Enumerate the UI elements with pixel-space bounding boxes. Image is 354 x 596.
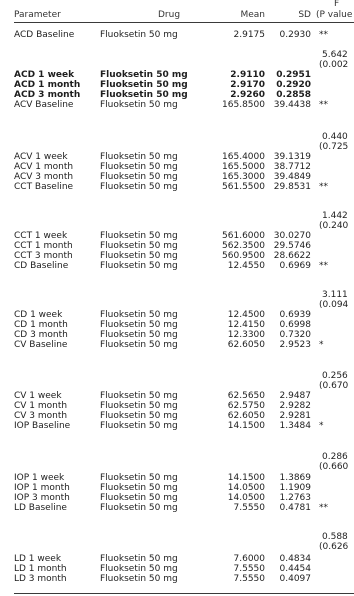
row-parameter: IOP Baseline [14, 421, 71, 431]
row-sd: 2.9282 [279, 401, 311, 411]
row-drug: Fluoksetin 50 mg [100, 310, 178, 320]
row-drug: Fluoksetin 50 mg [100, 320, 178, 330]
row-mean: 14.0500 [227, 493, 265, 503]
row-mean: 560.9500 [222, 251, 265, 261]
row-drug: Fluoksetin 50 mg [100, 261, 178, 271]
p-value: (0.002 [319, 60, 349, 70]
row-sd: 0.4781 [279, 503, 311, 513]
row-parameter: CCT 1 month [14, 241, 73, 251]
row-drug: Fluoksetin 50 mg [100, 241, 178, 251]
f-header: F [334, 0, 340, 9]
drug-header: Drug [158, 10, 181, 20]
row-parameter: CD 3 month [14, 330, 68, 340]
row-mean: 165.8500 [222, 100, 265, 110]
f-value: 0.588 [322, 532, 348, 542]
row-sd: 0.2951 [276, 70, 311, 80]
row-drug: Fluoksetin 50 mg [100, 503, 178, 513]
row-significance: * [319, 340, 324, 350]
p-value: (0.670 [319, 381, 349, 391]
row-sd: 39.4849 [273, 172, 311, 182]
row-significance: * [319, 421, 324, 431]
row-significance: ** [319, 100, 328, 110]
row-significance: ** [319, 503, 328, 513]
row-sd: 0.4097 [279, 574, 311, 584]
row-mean: 2.9260 [230, 90, 265, 100]
row-parameter: ACD 3 month [14, 90, 81, 100]
row-mean: 2.9175 [233, 30, 265, 40]
row-mean: 561.5500 [222, 182, 265, 192]
row-parameter: ACV Baseline [14, 100, 74, 110]
row-mean: 12.4500 [227, 310, 265, 320]
f-value: 3.111 [322, 290, 348, 300]
row-mean: 562.3500 [222, 241, 265, 251]
row-drug: Fluoksetin 50 mg [100, 411, 178, 421]
row-drug: Fluoksetin 50 mg [100, 564, 178, 574]
p-value-header: (P value [316, 10, 353, 20]
row-mean: 165.5000 [222, 162, 265, 172]
parameter-header: Parameter [14, 10, 61, 20]
row-parameter: CCT 1 week [14, 231, 68, 241]
f-value: 5.642 [322, 50, 348, 60]
row-parameter: LD Baseline [14, 503, 67, 513]
row-drug: Fluoksetin 50 mg [100, 162, 178, 172]
row-drug: Fluoksetin 50 mg [100, 401, 178, 411]
row-mean: 62.5650 [227, 391, 265, 401]
row-sd: 28.6622 [273, 251, 311, 261]
row-drug: Fluoksetin 50 mg [100, 421, 178, 431]
row-significance: ** [319, 182, 328, 192]
row-parameter: CD Baseline [14, 261, 69, 271]
p-value: (0.725 [319, 142, 349, 152]
row-mean: 2.9110 [230, 70, 265, 80]
row-sd: 0.2858 [276, 90, 311, 100]
row-parameter: LD 3 month [14, 574, 67, 584]
row-sd: 0.4834 [279, 554, 311, 564]
row-parameter: CD 1 month [14, 320, 68, 330]
row-drug: Fluoksetin 50 mg [100, 340, 178, 350]
row-mean: 165.3000 [222, 172, 265, 182]
row-parameter: CV 3 month [14, 411, 68, 421]
row-drug: Fluoksetin 50 mg [100, 182, 178, 192]
row-drug: Fluoksetin 50 mg [100, 554, 178, 564]
bottom-rule [14, 593, 354, 594]
row-parameter: ACV 3 month [14, 172, 74, 182]
row-sd: 0.6969 [279, 261, 311, 271]
row-parameter: CD 1 week [14, 310, 63, 320]
f-value: 0.286 [322, 452, 348, 462]
mean-header: Mean [240, 10, 265, 20]
row-sd: 0.6939 [279, 310, 311, 320]
row-drug: Fluoksetin 50 mg [100, 100, 178, 110]
row-parameter: ACD 1 week [14, 70, 75, 80]
row-drug: Fluoksetin 50 mg [100, 330, 178, 340]
row-sd: 0.6998 [279, 320, 311, 330]
row-sd: 0.2920 [276, 80, 311, 90]
row-parameter: ACD Baseline [14, 30, 75, 40]
row-parameter: IOP 3 month [14, 493, 70, 503]
row-parameter: CCT Baseline [14, 182, 74, 192]
row-sd: 1.3869 [279, 473, 311, 483]
row-sd: 30.0270 [273, 231, 311, 241]
row-mean: 62.6050 [227, 411, 265, 421]
p-value: (0.660 [319, 462, 349, 472]
row-parameter: IOP 1 month [14, 483, 70, 493]
row-parameter: LD 1 month [14, 564, 67, 574]
row-drug: Fluoksetin 50 mg [100, 152, 178, 162]
row-drug: Fluoksetin 50 mg [100, 473, 178, 483]
row-drug: Fluoksetin 50 mg [100, 231, 178, 241]
row-drug: Fluoksetin 50 mg [100, 483, 178, 493]
row-drug: Fluoksetin 50 mg [100, 80, 188, 90]
row-mean: 7.5550 [233, 564, 265, 574]
row-sd: 39.1319 [273, 152, 311, 162]
row-parameter: CV Baseline [14, 340, 68, 350]
row-parameter: LD 1 week [14, 554, 62, 564]
row-sd: 29.8531 [273, 182, 311, 192]
row-mean: 12.4550 [227, 261, 265, 271]
row-mean: 7.6000 [233, 554, 265, 564]
row-mean: 14.1500 [227, 473, 265, 483]
row-parameter: CV 1 week [14, 391, 62, 401]
row-mean: 12.3300 [227, 330, 265, 340]
row-parameter: ACD 1 month [14, 80, 81, 90]
f-value: 1.442 [322, 211, 348, 221]
row-sd: 2.9281 [279, 411, 311, 421]
p-value: (0.094 [319, 300, 349, 310]
row-sd: 0.2930 [279, 30, 311, 40]
row-parameter: IOP 1 week [14, 473, 65, 483]
row-drug: Fluoksetin 50 mg [100, 90, 188, 100]
row-mean: 7.5550 [233, 574, 265, 584]
row-sd: 2.9523 [279, 340, 311, 350]
row-drug: Fluoksetin 50 mg [100, 391, 178, 401]
row-mean: 62.6050 [227, 340, 265, 350]
row-significance: ** [319, 261, 328, 271]
sd-header: SD [298, 10, 311, 20]
row-mean: 2.9170 [230, 80, 265, 90]
row-sd: 1.1909 [279, 483, 311, 493]
row-drug: Fluoksetin 50 mg [100, 493, 178, 503]
p-value: (0.240 [319, 221, 349, 231]
row-mean: 165.4000 [222, 152, 265, 162]
p-value: (0.626 [319, 542, 349, 552]
row-mean: 561.6000 [222, 231, 265, 241]
row-mean: 14.0500 [227, 483, 265, 493]
row-mean: 62.5750 [227, 401, 265, 411]
row-significance: ** [319, 30, 328, 40]
row-parameter: ACV 1 week [14, 152, 68, 162]
row-parameter: ACV 1 month [14, 162, 74, 172]
row-mean: 14.1500 [227, 421, 265, 431]
row-sd: 1.2763 [279, 493, 311, 503]
row-drug: Fluoksetin 50 mg [100, 30, 178, 40]
row-sd: 0.4454 [279, 564, 311, 574]
row-sd: 29.5746 [273, 241, 311, 251]
f-value: 0.256 [322, 371, 348, 381]
row-parameter: CCT 3 month [14, 251, 73, 261]
row-parameter: CV 1 month [14, 401, 68, 411]
row-sd: 38.7712 [273, 162, 311, 172]
row-drug: Fluoksetin 50 mg [100, 70, 188, 80]
header-rule [14, 22, 354, 23]
row-sd: 2.9487 [279, 391, 311, 401]
row-sd: 39.4438 [273, 100, 311, 110]
row-sd: 1.3484 [279, 421, 311, 431]
row-sd: 0.7320 [279, 330, 311, 340]
row-drug: Fluoksetin 50 mg [100, 574, 178, 584]
row-mean: 7.5550 [233, 503, 265, 513]
f-value: 0.440 [322, 132, 348, 142]
row-mean: 12.4150 [227, 320, 265, 330]
row-drug: Fluoksetin 50 mg [100, 172, 178, 182]
row-drug: Fluoksetin 50 mg [100, 251, 178, 261]
